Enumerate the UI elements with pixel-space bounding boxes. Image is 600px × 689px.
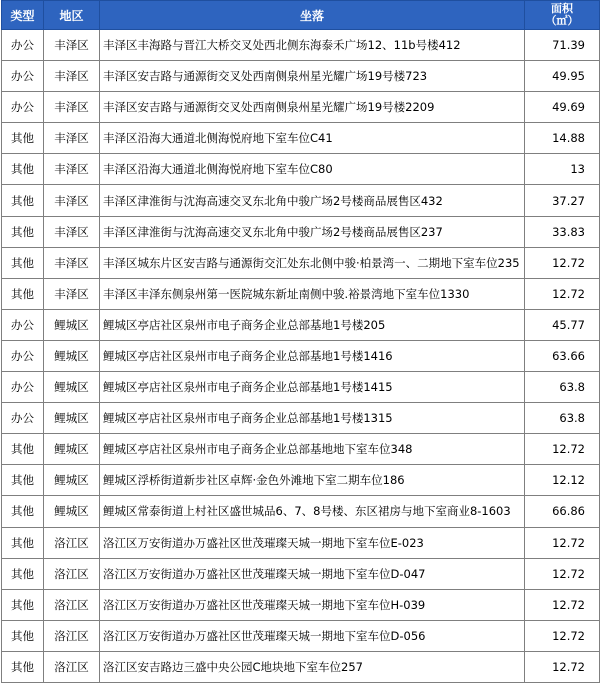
cell-size: 12.72 bbox=[525, 558, 600, 589]
cell-address: 丰泽区沿海大通道北侧海悦府地下室车位C41 bbox=[100, 123, 525, 154]
cell-area: 丰泽区 bbox=[44, 92, 100, 123]
cell-address: 洛江区万安街道办万盛社区世茂璀璨天城一期地下室车位D-056 bbox=[100, 620, 525, 651]
header-address: 坐落 bbox=[100, 1, 525, 30]
table-body bbox=[2, 30, 600, 683]
table-row bbox=[2, 589, 600, 620]
table-row bbox=[2, 30, 600, 61]
cell-address: 鲤城区亭店社区泉州市电子商务企业总部基地1号楼1415 bbox=[100, 372, 525, 403]
cell-type: 其他 bbox=[2, 589, 44, 620]
header-size-unit: （㎡） bbox=[545, 14, 579, 27]
cell-size: 14.88 bbox=[525, 123, 600, 154]
cell-area: 鲤城区 bbox=[44, 340, 100, 371]
cell-type: 其他 bbox=[2, 123, 44, 154]
cell-size: 12.72 bbox=[525, 620, 600, 651]
cell-size: 12.72 bbox=[525, 247, 600, 278]
table-row bbox=[2, 309, 600, 340]
cell-type: 其他 bbox=[2, 620, 44, 651]
cell-area: 丰泽区 bbox=[44, 185, 100, 216]
header-type: 类型 bbox=[2, 1, 44, 30]
table-row bbox=[2, 154, 600, 185]
header-size bbox=[525, 1, 600, 30]
cell-type: 办公 bbox=[2, 372, 44, 403]
cell-size: 12.72 bbox=[525, 651, 600, 682]
cell-area: 鲤城区 bbox=[44, 434, 100, 465]
cell-area: 丰泽区 bbox=[44, 278, 100, 309]
table-row bbox=[2, 620, 600, 651]
cell-type: 其他 bbox=[2, 247, 44, 278]
cell-address: 丰泽区津淮街与沈海高速交叉东北角中骏广场2号楼商品展售区237 bbox=[100, 216, 525, 247]
cell-address: 丰泽区安吉路与通源街交叉处西南侧泉州星光耀广场19号楼2209 bbox=[100, 92, 525, 123]
table-row bbox=[2, 61, 600, 92]
cell-type: 办公 bbox=[2, 403, 44, 434]
cell-type: 办公 bbox=[2, 92, 44, 123]
cell-area: 丰泽区 bbox=[44, 247, 100, 278]
cell-address: 洛江区万安街道办万盛社区世茂璀璨天城一期地下室车位D-047 bbox=[100, 558, 525, 589]
cell-type: 其他 bbox=[2, 496, 44, 527]
cell-size: 12.72 bbox=[525, 434, 600, 465]
cell-size: 12.72 bbox=[525, 278, 600, 309]
cell-address: 鲤城区亭店社区泉州市电子商务企业总部基地1号楼1416 bbox=[100, 340, 525, 371]
cell-area: 丰泽区 bbox=[44, 61, 100, 92]
cell-address: 鲤城区亭店社区泉州市电子商务企业总部基地1号楼1315 bbox=[100, 403, 525, 434]
header-size-label: 面积 bbox=[551, 2, 573, 15]
cell-address: 鲤城区亭店社区泉州市电子商务企业总部基地1号楼205 bbox=[100, 309, 525, 340]
property-table bbox=[1, 0, 600, 683]
cell-size: 13 bbox=[525, 154, 600, 185]
cell-area: 洛江区 bbox=[44, 651, 100, 682]
cell-type: 办公 bbox=[2, 340, 44, 371]
cell-area: 洛江区 bbox=[44, 589, 100, 620]
cell-area: 鲤城区 bbox=[44, 372, 100, 403]
cell-size: 63.66 bbox=[525, 340, 600, 371]
header-area: 地区 bbox=[44, 1, 100, 30]
table-row bbox=[2, 403, 600, 434]
table-row bbox=[2, 92, 600, 123]
table-header-row bbox=[2, 1, 600, 30]
table-row bbox=[2, 651, 600, 682]
cell-area: 鲤城区 bbox=[44, 403, 100, 434]
table-row bbox=[2, 278, 600, 309]
cell-address: 鲤城区常泰街道上村社区盛世城品6、7、8号楼、东区裙房与地下室商业8-1603 bbox=[100, 496, 525, 527]
cell-size: 63.8 bbox=[525, 403, 600, 434]
cell-type: 其他 bbox=[2, 465, 44, 496]
cell-area: 鲤城区 bbox=[44, 496, 100, 527]
cell-area: 丰泽区 bbox=[44, 154, 100, 185]
cell-area: 洛江区 bbox=[44, 620, 100, 651]
cell-address: 丰泽区沿海大通道北侧海悦府地下室车位C80 bbox=[100, 154, 525, 185]
cell-address: 丰泽区丰泽东侧泉州第一医院城东新址南侧中骏.裕景湾地下室车位1330 bbox=[100, 278, 525, 309]
cell-size: 71.39 bbox=[525, 30, 600, 61]
table-row bbox=[2, 496, 600, 527]
cell-size: 49.95 bbox=[525, 61, 600, 92]
cell-area: 丰泽区 bbox=[44, 123, 100, 154]
cell-area: 丰泽区 bbox=[44, 216, 100, 247]
cell-area: 鲤城区 bbox=[44, 465, 100, 496]
table-row bbox=[2, 247, 600, 278]
cell-area: 洛江区 bbox=[44, 558, 100, 589]
cell-address: 丰泽区丰海路与晋江大桥交叉处西北侧东海泰禾广场12、11b号楼412 bbox=[100, 30, 525, 61]
cell-size: 12.72 bbox=[525, 527, 600, 558]
cell-type: 其他 bbox=[2, 216, 44, 247]
cell-address: 洛江区万安街道办万盛社区世茂璀璨天城一期地下室车位E-023 bbox=[100, 527, 525, 558]
cell-type: 其他 bbox=[2, 154, 44, 185]
cell-size: 45.77 bbox=[525, 309, 600, 340]
cell-size: 12.72 bbox=[525, 589, 600, 620]
cell-size: 49.69 bbox=[525, 92, 600, 123]
cell-type: 办公 bbox=[2, 309, 44, 340]
cell-type: 其他 bbox=[2, 278, 44, 309]
cell-size: 66.86 bbox=[525, 496, 600, 527]
table-row bbox=[2, 340, 600, 371]
table-row bbox=[2, 558, 600, 589]
cell-address: 鲤城区亭店社区泉州市电子商务企业总部基地地下室车位348 bbox=[100, 434, 525, 465]
cell-type: 办公 bbox=[2, 61, 44, 92]
table-row bbox=[2, 185, 600, 216]
cell-area: 鲤城区 bbox=[44, 309, 100, 340]
table-row bbox=[2, 123, 600, 154]
table-row bbox=[2, 372, 600, 403]
cell-type: 其他 bbox=[2, 527, 44, 558]
cell-size: 12.12 bbox=[525, 465, 600, 496]
cell-address: 丰泽区津淮街与沈海高速交叉东北角中骏广场2号楼商品展售区432 bbox=[100, 185, 525, 216]
cell-type: 其他 bbox=[2, 434, 44, 465]
cell-size: 37.27 bbox=[525, 185, 600, 216]
cell-address: 丰泽区安吉路与通源街交叉处西南侧泉州星光耀广场19号楼723 bbox=[100, 61, 525, 92]
cell-area: 丰泽区 bbox=[44, 30, 100, 61]
cell-size: 33.83 bbox=[525, 216, 600, 247]
table-row bbox=[2, 216, 600, 247]
cell-type: 办公 bbox=[2, 30, 44, 61]
cell-type: 其他 bbox=[2, 558, 44, 589]
cell-size: 63.8 bbox=[525, 372, 600, 403]
cell-area: 洛江区 bbox=[44, 527, 100, 558]
cell-address: 洛江区万安街道办万盛社区世茂璀璨天城一期地下室车位H-039 bbox=[100, 589, 525, 620]
cell-address: 洛江区安吉路边三盛中央公园C地块地下室车位257 bbox=[100, 651, 525, 682]
table-row bbox=[2, 527, 600, 558]
cell-type: 其他 bbox=[2, 185, 44, 216]
cell-address: 丰泽区城东片区安吉路与通源街交汇处东北侧中骏·柏景湾一、二期地下室车位235 bbox=[100, 247, 525, 278]
table-row bbox=[2, 434, 600, 465]
cell-address: 鲤城区浮桥街道新步社区卓辉·金色外滩地下室二期车位186 bbox=[100, 465, 525, 496]
cell-type: 其他 bbox=[2, 651, 44, 682]
table-row bbox=[2, 465, 600, 496]
